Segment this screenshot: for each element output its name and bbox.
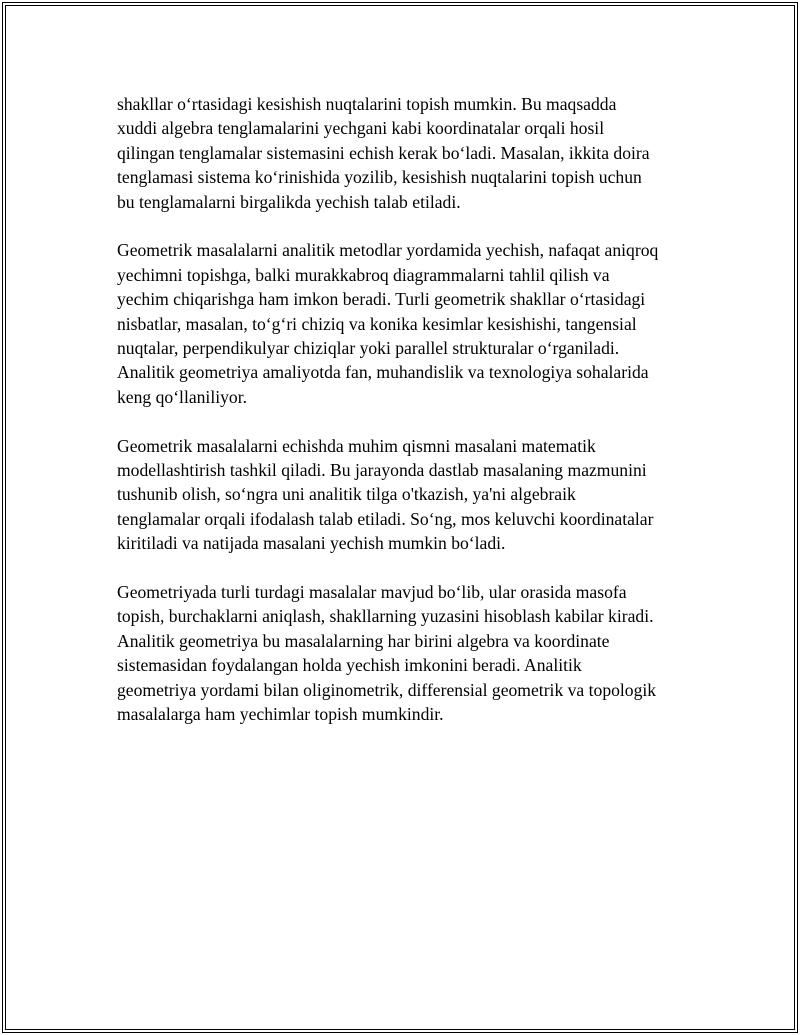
document-body [117, 92, 697, 751]
text-line: xuddi algebra tenglamalarini yechgani kabi koordinatalar orqali hosil [117, 118, 605, 139]
text-line: Geometriyada turli turdagi masalalar mavjud bo‘lib, ular orasida masofa [117, 582, 627, 603]
text-line: tenglamasi sistema ko‘rinishida yozilib, kesishish nuqtalarini topish uchun [117, 167, 642, 188]
text-line: nisbatlar, masalan, to‘g‘ri chiziq va konika kesimlar kesishishi, tangensial [117, 313, 637, 334]
text-line: shakllar o‘rtasidagi kesishish nuqtalarini topish mumkin. Bu maqsadda [117, 94, 617, 114]
text-line: Geometrik masalalarni echishda muhim qismni masalani matematik [117, 435, 596, 456]
text-line: masalalarga ham yechimlar topish mumkindir. [117, 704, 444, 725]
text-line: keng qo‘llaniliyor. [117, 386, 247, 407]
text-line: modellashtirish tashkil qiladi. Bu jarayonda dastlab masalaning mazmunini [117, 460, 647, 481]
text-line: tenglamalar orqali ifodalash talab etiladi. So‘ng, mos keluvchi koordinatalar [117, 508, 654, 529]
text-line: Geometrik masalalarni analitik metodlar yordamida yechish, nafaqat aniqroq [117, 240, 659, 261]
text-line: qilingan tenglamalar sistemasini echish kerak bo‘ladi. Masalan, ikkita doira [117, 142, 650, 163]
text-line: Analitik geometriya bu masalalarning har birini algebra va koordinate [117, 630, 610, 651]
paragraph-3 [117, 434, 697, 556]
text-line: Analitik geometriya amaliyotda fan, muhandislik va texnologiya sohalarida [117, 362, 649, 383]
text-line: topish, burchaklarni aniqlash, shakllarning yuzasini hisoblash kabilar kiradi. [117, 606, 654, 627]
text-line: yechimni topishga, balki murakkabroq diagrammalarni tahlil qilish va [117, 264, 610, 285]
text-line: sistemasidan foydalangan holda yechish imkonini beradi. Analitik [117, 655, 582, 676]
text-line: yechim chiqarishga ham imkon beradi. Turli geometrik shakllar o‘rtasidagi [117, 289, 646, 310]
text-line: geometriya yordami bilan oliginometrik, differensial geometrik va topologik [117, 679, 657, 700]
text-line: nuqtalar, perpendikulyar chiziqlar yoki parallel strukturalar o‘rganiladi. [117, 338, 620, 359]
paragraph-2 [117, 238, 697, 409]
text-line: kiritiladi va natijada masalani yechish mumkin bo‘ladi. [117, 533, 506, 554]
paragraph-4 [117, 580, 697, 726]
text-line: bu tenglamalarni birgalikda yechish talab etiladi. [117, 191, 461, 212]
text-line: tushunib olish, so‘ngra uni analitik tilga o'tkazish, ya'ni algebraik [117, 484, 576, 505]
paragraph-1 [117, 92, 697, 214]
